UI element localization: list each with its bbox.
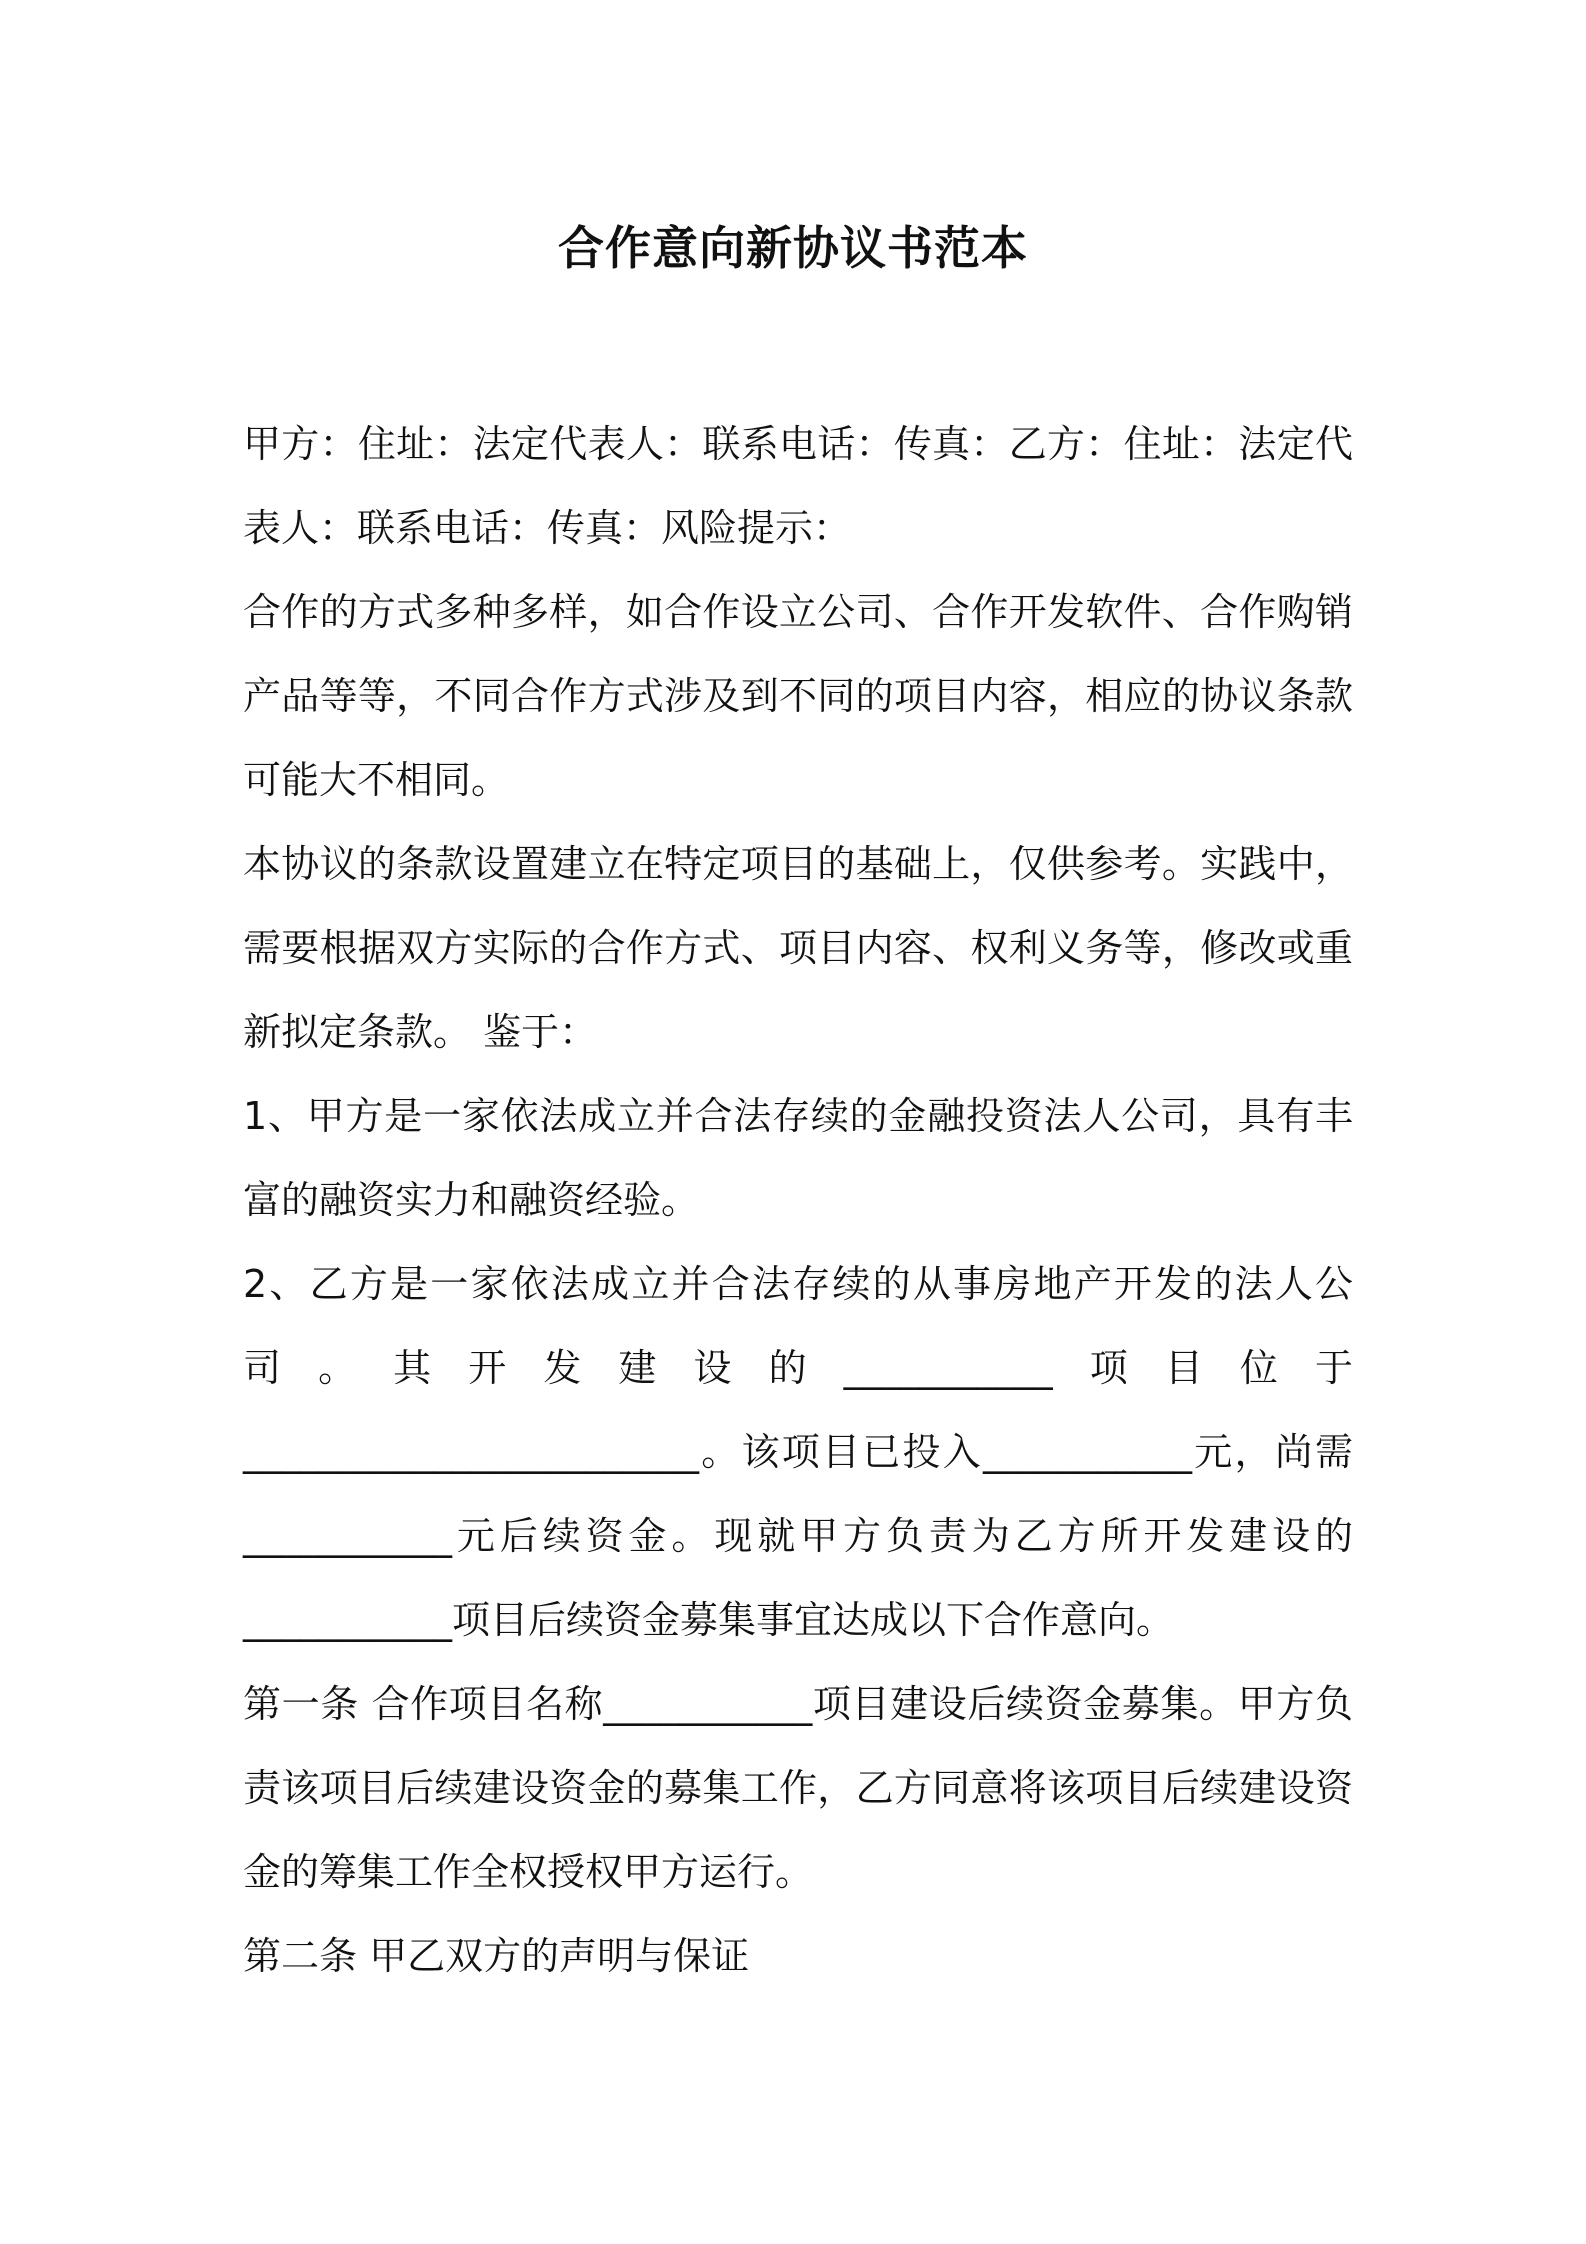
risk-note-paragraph: 合作的方式多种多样，如合作设立公司、合作开发软件、合作购销产品等等，不同合作方式涉及到不同的项目内容，相应的协议条款可能大不相同。 <box>243 590 1353 802</box>
clause-recital-2: 2、乙方是一家依法成立并合法存续的从事房地产开发的法人公司。其开发建设的___________项目位于________________________。该项目已投入___________元，尚需___________元后续资金。现就甲方负责为乙方所开发建设的___________项目后续资金募集事宜达成以下合作意向。 <box>243 1262 1353 1642</box>
document-title: 合作意向新协议书范本 <box>558 221 1028 275</box>
parties-paragraph: 甲方：住址：法定代表人：联系电话：传真：乙方：住址：法定代表人：联系电话：传真：风险提示： <box>243 422 1353 550</box>
document-body <box>243 402 1353 1998</box>
article-1: 第一条 合作项目名称___________项目建设后续资金募集。甲方负责该项目后续建设资金的募集工作，乙方同意将该项目后续建设资金的筹集工作全权授权甲方运行。 <box>243 1682 1353 1894</box>
clause-recital-1: 1、甲方是一家依法成立并合法存续的金融投资法人公司，具有丰富的融资实力和融资经验。 <box>243 1094 1353 1222</box>
article-2-heading: 第二条 甲乙双方的声明与保证 <box>243 1934 750 1978</box>
reference-note-paragraph: 本协议的条款设置建立在特定项目的基础上，仅供参考。实践中，需要根据双方实际的合作方式、项目内容、权利义务等，修改或重新拟定条款。 鉴于： <box>243 842 1353 1054</box>
